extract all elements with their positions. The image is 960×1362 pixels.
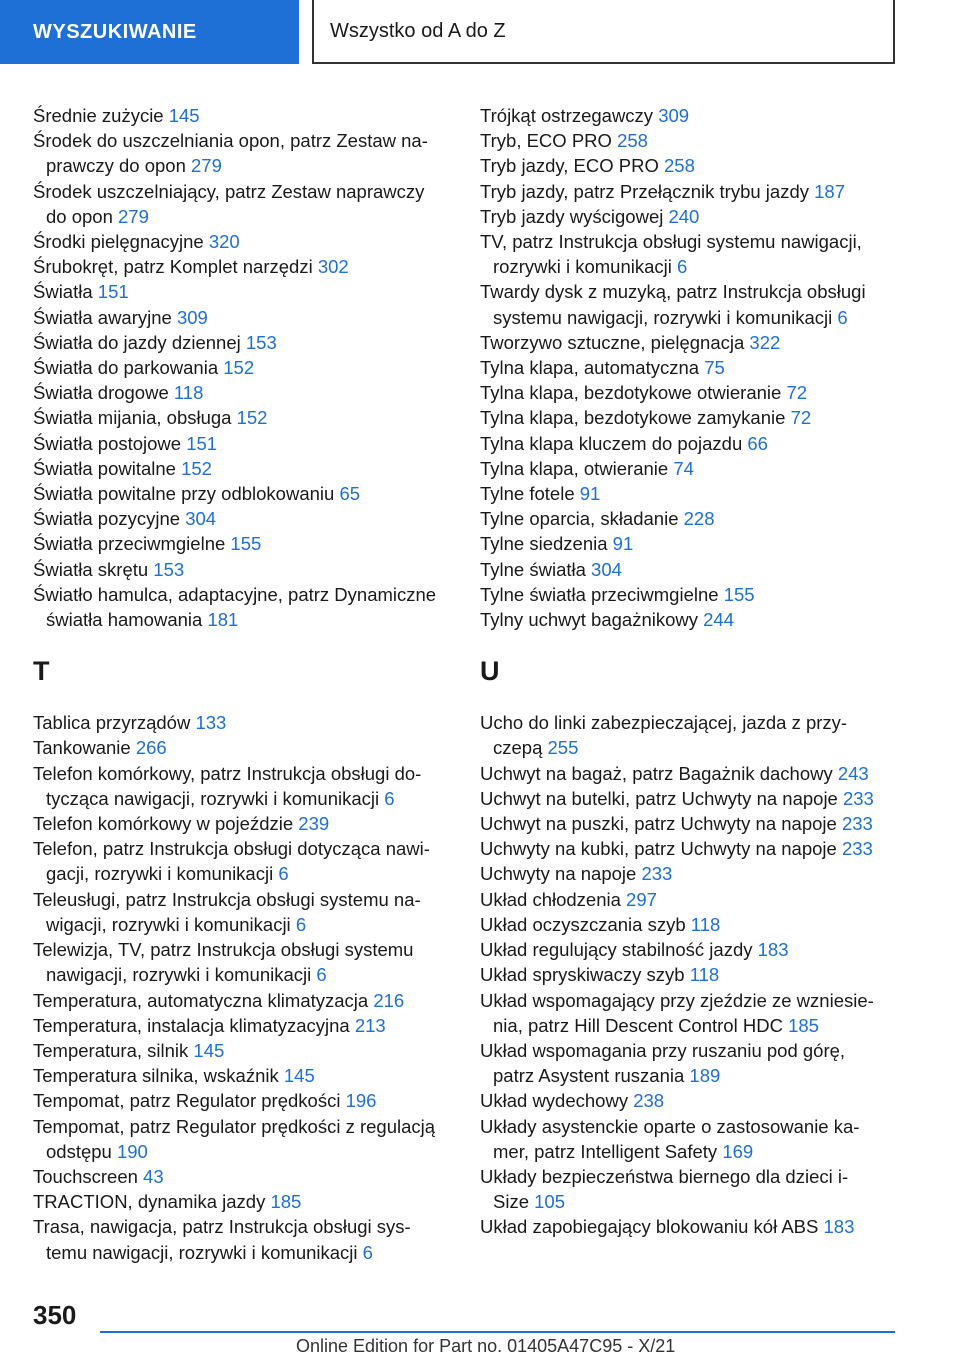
entry-term: wigacji, rozrywki i komunikacji <box>46 913 296 935</box>
index-entry <box>33 887 453 937</box>
entry-term: Tankowanie <box>33 737 136 759</box>
index-entry <box>480 506 900 531</box>
entry-term: Tryb jazdy wyścigowej <box>480 205 669 227</box>
entry-term: Układ wspomagania przy ruszaniu pod górę, <box>480 1039 846 1061</box>
page-reference-link[interactable]: 151 <box>186 432 218 454</box>
entry-term: Telewizja, TV, patrz Instrukcja obsługi systemu <box>33 939 414 961</box>
entry-term: Światła awaryjne <box>33 306 177 328</box>
page-reference-link[interactable]: 190 <box>116 1140 148 1162</box>
index-entry <box>33 735 453 760</box>
page-reference-link[interactable]: 233 <box>841 838 873 860</box>
index-entry <box>480 1038 900 1088</box>
entry-term: patrz Asystent ruszania <box>493 1065 690 1087</box>
index-column-left <box>33 103 453 1265</box>
index-entry <box>480 761 900 786</box>
index-entry <box>480 1088 900 1113</box>
index-entry <box>480 1214 900 1239</box>
index-entry <box>33 1214 453 1264</box>
entry-term: Size <box>493 1191 535 1213</box>
index-entry <box>33 710 453 735</box>
index-entry <box>33 506 453 531</box>
entry-term: Tryb, ECO PRO <box>480 130 618 152</box>
index-entry <box>33 582 453 632</box>
entry-term: Tablica przyrządów <box>33 712 196 734</box>
index-entry <box>480 279 900 329</box>
entry-term: tycząca nawigacji, rozrywki i komunikacji <box>46 787 385 809</box>
page-reference-link[interactable]: 6 <box>278 863 289 885</box>
index-entry <box>33 761 453 811</box>
page-reference-link[interactable]: 239 <box>298 813 330 835</box>
index-entry <box>33 305 453 330</box>
index-entry <box>480 607 900 632</box>
index-entry <box>480 937 900 962</box>
entry-term: Tylne oparcia, składanie <box>480 508 684 530</box>
page-reference-link[interactable]: 6 <box>837 306 848 328</box>
index-entry <box>33 1189 453 1214</box>
index-entry <box>33 531 453 556</box>
entry-term: Światło hamulca, adaptacyjne, patrz Dynamiczne <box>33 583 437 605</box>
page-reference-link[interactable]: 91 <box>612 533 634 555</box>
entry-term: Światła powitalne przy odblokowaniu <box>33 483 340 505</box>
entry-term: Układ chłodzenia <box>480 888 627 910</box>
index-entry <box>480 330 900 355</box>
index-entry <box>480 836 900 861</box>
index-entry <box>480 710 900 760</box>
entry-term: Światła do parkowania <box>33 357 224 379</box>
entry-term: Telefon, patrz Instrukcja obsługi dotycząca nawi- <box>33 838 430 860</box>
entry-term: Temperatura, automatyczna klimatyzacja <box>33 989 374 1011</box>
entry-term: Tryb jazdy, ECO PRO <box>480 155 665 177</box>
page-reference-link[interactable]: 185 <box>788 1014 819 1036</box>
entry-term: Touchscreen <box>33 1165 144 1187</box>
page-reference-link[interactable]: 304 <box>185 508 217 530</box>
entry-term: Tylna klapa, bezdotykowe zamykanie <box>480 407 791 429</box>
index-entry <box>33 557 453 582</box>
entry-term: Tylne światła przeciwmgielne <box>480 583 724 605</box>
index-entry <box>33 937 453 987</box>
page-reference-link[interactable]: 152 <box>236 407 268 429</box>
index-entry <box>33 1114 453 1164</box>
index-entry <box>480 531 900 556</box>
index-entry <box>480 179 900 204</box>
section-tab-search[interactable]: WYSZUKIWANIE <box>0 0 299 64</box>
page-reference-link[interactable]: 6 <box>677 256 688 278</box>
index-entry <box>33 1088 453 1113</box>
page-reference-link[interactable]: 196 <box>345 1090 377 1112</box>
entry-term: Środek uszczelniający, patrz Zestaw naprawczy <box>33 180 425 202</box>
entry-term: Światła postojowe <box>33 432 187 454</box>
entry-term: Uchwyt na bagaż, patrz Bagażnik dachowy <box>480 762 838 784</box>
entry-term: gacji, rozrywki i komunikacji <box>46 863 279 885</box>
edition-footer <box>296 1336 675 1357</box>
index-entry <box>480 204 900 229</box>
index-entry <box>480 811 900 836</box>
index-entry <box>480 786 900 811</box>
index-entry <box>33 179 453 229</box>
index-letter-heading: T <box>33 656 50 687</box>
page-reference-link[interactable]: 6 <box>295 913 307 935</box>
entry-term: odstępu <box>46 1140 117 1162</box>
page-reference-link[interactable]: 155 <box>723 583 755 605</box>
page-reference-link[interactable]: 243 <box>837 762 869 784</box>
page-reference-link[interactable]: 169 <box>722 1140 754 1162</box>
index-entry <box>480 481 900 506</box>
page-reference-link[interactable]: 153 <box>245 331 277 353</box>
entry-term: Tylne światła <box>480 558 592 580</box>
entry-term: Uchwyt na butelki, patrz Uchwyty na napoje <box>480 787 843 809</box>
page-reference-link[interactable]: 74 <box>673 457 694 479</box>
page-reference-link[interactable]: 65 <box>339 483 361 505</box>
entry-term: Trójkąt ostrzegawczy <box>480 105 659 126</box>
page-reference-link[interactable]: 118 <box>689 964 720 986</box>
index-entry <box>33 811 453 836</box>
page-number: 350 <box>33 1300 77 1330</box>
entry-term: Układ wspomagający przy zjeździe ze wzniesie- <box>480 989 874 1011</box>
entry-term: Układ oczyszczania szyb <box>480 913 691 935</box>
entry-term: Tylny uchwyt bagażnikowy <box>480 609 704 631</box>
page-reference-link[interactable]: 75 <box>704 357 725 379</box>
page-reference-link[interactable]: 297 <box>626 888 657 910</box>
entry-term: Temperatura, instalacja klimatyzacyjna <box>33 1014 355 1036</box>
entry-term: światła hamowania <box>46 609 208 631</box>
entry-term: Temperatura, silnik <box>33 1039 194 1061</box>
entry-term: TV, patrz Instrukcja obsługi systemu nawigacji, <box>480 231 862 253</box>
entry-term: Telefon komórkowy, patrz Instrukcja obsługi do- <box>33 762 422 784</box>
entry-term: Światła do jazdy dziennej <box>33 331 246 353</box>
entry-term: Światła przeciwmgielne <box>33 533 231 555</box>
page-reference-link[interactable]: 233 <box>641 863 673 885</box>
chapter-title: Wszystko od A do Z <box>312 0 895 64</box>
index-entry <box>480 912 900 937</box>
entry-term: Środek do uszczelniania opon, patrz Zestaw na- <box>33 130 428 152</box>
page-reference-link[interactable]: 240 <box>668 205 700 227</box>
page-reference-link[interactable]: 43 <box>143 1165 164 1187</box>
page-reference-link[interactable]: 309 <box>176 306 208 328</box>
entry-term: Temperatura silnika, wskaźnik <box>33 1065 284 1087</box>
index-entry <box>33 254 453 279</box>
entry-term: Ucho do linki zabezpieczającej, jazda z przy- <box>480 712 848 734</box>
index-entry <box>480 988 900 1038</box>
index-entry <box>480 380 900 405</box>
page-reference-link[interactable]: 151 <box>97 281 129 303</box>
index-entry <box>480 962 900 987</box>
index-column-right <box>480 103 900 1240</box>
page-reference-link[interactable]: 145 <box>283 1065 315 1087</box>
page-reference-link[interactable]: 118 <box>690 913 721 935</box>
entry-term: Tylna klapa kluczem do pojazdu <box>480 432 748 454</box>
entry-term: Układ spryskiwaczy szyb <box>480 964 690 986</box>
entry-term: Tworzywo sztuczne, pielęgnacja <box>480 331 750 353</box>
index-entry <box>33 229 453 254</box>
entry-term: Teleusługi, patrz Instrukcja obsługi systemu na- <box>33 888 421 910</box>
index-entry <box>33 279 453 304</box>
index-entry <box>480 355 900 380</box>
entry-term: mer, patrz Intelligent Safety <box>493 1140 723 1162</box>
entry-term: temu nawigacji, rozrywki i komunikacji <box>46 1241 363 1263</box>
index-entry <box>480 456 900 481</box>
index-entry <box>480 153 900 178</box>
entry-term: Światła <box>33 281 98 303</box>
entry-term: Tylna klapa, automatyczna <box>480 357 705 379</box>
edition-text: Online Edition for Part no. 01405A47C95 - X/21 <box>296 1336 676 1356</box>
index-entry <box>480 128 900 153</box>
entry-term: Światła pozycyjne <box>33 508 186 530</box>
page-reference-link[interactable]: 189 <box>689 1065 721 1087</box>
entry-term: Uchwyty na napoje <box>480 863 642 885</box>
index-entry <box>480 1114 900 1164</box>
page-reference-link[interactable]: 213 <box>354 1014 386 1036</box>
page-reference-link[interactable]: 309 <box>658 105 690 126</box>
entry-term: Światła mijania, obsługa <box>33 407 237 429</box>
entry-term: Układ wydechowy <box>480 1090 634 1112</box>
page-header <box>0 0 960 64</box>
entry-term: Tryb jazdy, patrz Przełącznik trybu jazdy <box>480 180 815 202</box>
page-reference-link[interactable]: 187 <box>814 180 846 202</box>
page-reference-link[interactable]: 181 <box>207 609 239 631</box>
index-entry <box>480 405 900 430</box>
page-reference-link[interactable]: 6 <box>362 1241 373 1263</box>
page-reference-link[interactable]: 183 <box>823 1216 855 1238</box>
entry-term: systemu nawigacji, rozrywki i komunikacji <box>493 306 838 328</box>
index-entry <box>480 229 900 279</box>
entry-term: rozrywki i komunikacji <box>493 256 678 278</box>
page-reference-link[interactable]: 66 <box>747 432 768 454</box>
index-entry <box>33 380 453 405</box>
index-entry <box>480 557 900 582</box>
entry-term: Telefon komórkowy w pojeździe <box>33 813 299 835</box>
page-reference-link[interactable]: 133 <box>195 712 227 734</box>
page-reference-link[interactable]: 302 <box>317 256 349 278</box>
index-entry <box>33 1013 453 1038</box>
page-reference-link[interactable]: 244 <box>703 609 735 631</box>
entry-term: Trasa, nawigacja, patrz Instrukcja obsługi sys- <box>33 1216 411 1238</box>
index-entry <box>33 836 453 886</box>
page-reference-link[interactable]: 153 <box>153 558 185 580</box>
page-reference-link[interactable]: 118 <box>173 382 204 404</box>
index-letter-heading: U <box>480 656 500 687</box>
page-reference-link[interactable]: 152 <box>223 357 255 379</box>
index-entry <box>33 330 453 355</box>
entry-term: Uchwyty na kubki, patrz Uchwyty na napoje <box>480 838 842 860</box>
index-entry <box>480 431 900 456</box>
page-reference-link[interactable]: 105 <box>534 1191 566 1213</box>
entry-term: Uchwyt na puszki, patrz Uchwyty na napoje <box>480 813 842 835</box>
page-reference-link[interactable]: 72 <box>786 382 808 404</box>
page-reference-link[interactable]: 145 <box>193 1039 225 1061</box>
entry-term: Światła skrętu <box>33 558 154 580</box>
page-reference-link[interactable]: 152 <box>181 457 212 479</box>
page-reference-link[interactable]: 258 <box>664 155 695 177</box>
entry-term: Układ zapobiegający blokowaniu kół ABS <box>480 1216 824 1238</box>
page-reference-link[interactable]: 233 <box>841 813 873 835</box>
entry-term: Śrubokręt, patrz Komplet narzędzi <box>33 256 318 278</box>
entry-term: Układy asystenckie oparte o zastosowanie ka- <box>480 1115 860 1137</box>
entry-term: Tempomat, patrz Regulator prędkości z regulacją <box>33 1115 436 1137</box>
index-entry <box>33 988 453 1013</box>
index-entry <box>33 355 453 380</box>
index-entry <box>33 103 453 128</box>
page-reference-link[interactable]: 322 <box>749 331 781 353</box>
page-reference-link[interactable]: 6 <box>316 964 327 986</box>
entry-term: Tylna klapa, otwieranie <box>480 457 674 479</box>
page-reference-link[interactable]: 320 <box>208 231 240 253</box>
page-reference-link[interactable]: 183 <box>757 939 789 961</box>
index-entry <box>33 456 453 481</box>
page-reference-link[interactable]: 258 <box>617 130 648 152</box>
entry-term: Układ regulujący stabilność jazdy <box>480 939 758 961</box>
entry-term: Tylna klapa, bezdotykowe otwieranie <box>480 382 787 404</box>
entry-term: prawczy do opon <box>46 155 192 177</box>
index-entry <box>480 103 900 128</box>
page-reference-link[interactable]: 233 <box>842 787 874 809</box>
entry-term: Układy bezpieczeństwa biernego dla dzieci i- <box>480 1165 849 1187</box>
index-entry <box>33 1164 453 1189</box>
entry-term: Tempomat, patrz Regulator prędkości <box>33 1090 346 1112</box>
page-reference-link[interactable]: 238 <box>633 1090 665 1112</box>
entry-term: do opon <box>46 205 119 227</box>
entry-term: Twardy dysk z muzyką, patrz Instrukcja obsługi <box>480 281 866 303</box>
page-reference-link[interactable]: 279 <box>191 155 222 177</box>
entry-term: nia, patrz Hill Descent Control HDC <box>493 1014 789 1036</box>
page-reference-link[interactable]: 304 <box>591 558 622 580</box>
entry-term: Środki pielęgnacyjne <box>33 231 209 253</box>
entry-term: czepą <box>493 737 548 759</box>
index-entry <box>480 861 900 886</box>
page-reference-link[interactable]: 91 <box>579 483 601 505</box>
index-entry <box>33 1063 453 1088</box>
index-entry <box>33 481 453 506</box>
page-reference-link[interactable]: 255 <box>547 737 579 759</box>
page-reference-link[interactable]: 279 <box>118 205 149 227</box>
index-entry <box>33 128 453 178</box>
page-reference-link[interactable]: 266 <box>135 737 167 759</box>
page-reference-link[interactable]: 185 <box>270 1191 302 1213</box>
page-reference-link[interactable]: 228 <box>683 508 715 530</box>
entry-term: TRACTION, dynamika jazdy <box>33 1191 271 1213</box>
index-entry <box>480 1164 900 1214</box>
entry-term: Światła powitalne <box>33 457 182 479</box>
page-reference-link[interactable]: 155 <box>230 533 262 555</box>
page-reference-link[interactable]: 72 <box>790 407 812 429</box>
page-reference-link[interactable]: 145 <box>168 105 200 126</box>
footer-divider <box>100 1331 895 1333</box>
entry-term: nawigacji, rozrywki i komunikacji <box>46 964 317 986</box>
index-entry <box>33 1038 453 1063</box>
index-entry <box>480 887 900 912</box>
index-entry <box>33 431 453 456</box>
entry-term: Średnie zużycie <box>33 105 169 126</box>
index-entry <box>480 582 900 607</box>
page-reference-link[interactable]: 6 <box>384 787 395 809</box>
index-entry <box>33 405 453 430</box>
entry-term: Światła drogowe <box>33 382 174 404</box>
entry-term: Tylne fotele <box>480 483 580 505</box>
page-reference-link[interactable]: 216 <box>373 989 405 1011</box>
entry-term: Tylne siedzenia <box>480 533 613 555</box>
